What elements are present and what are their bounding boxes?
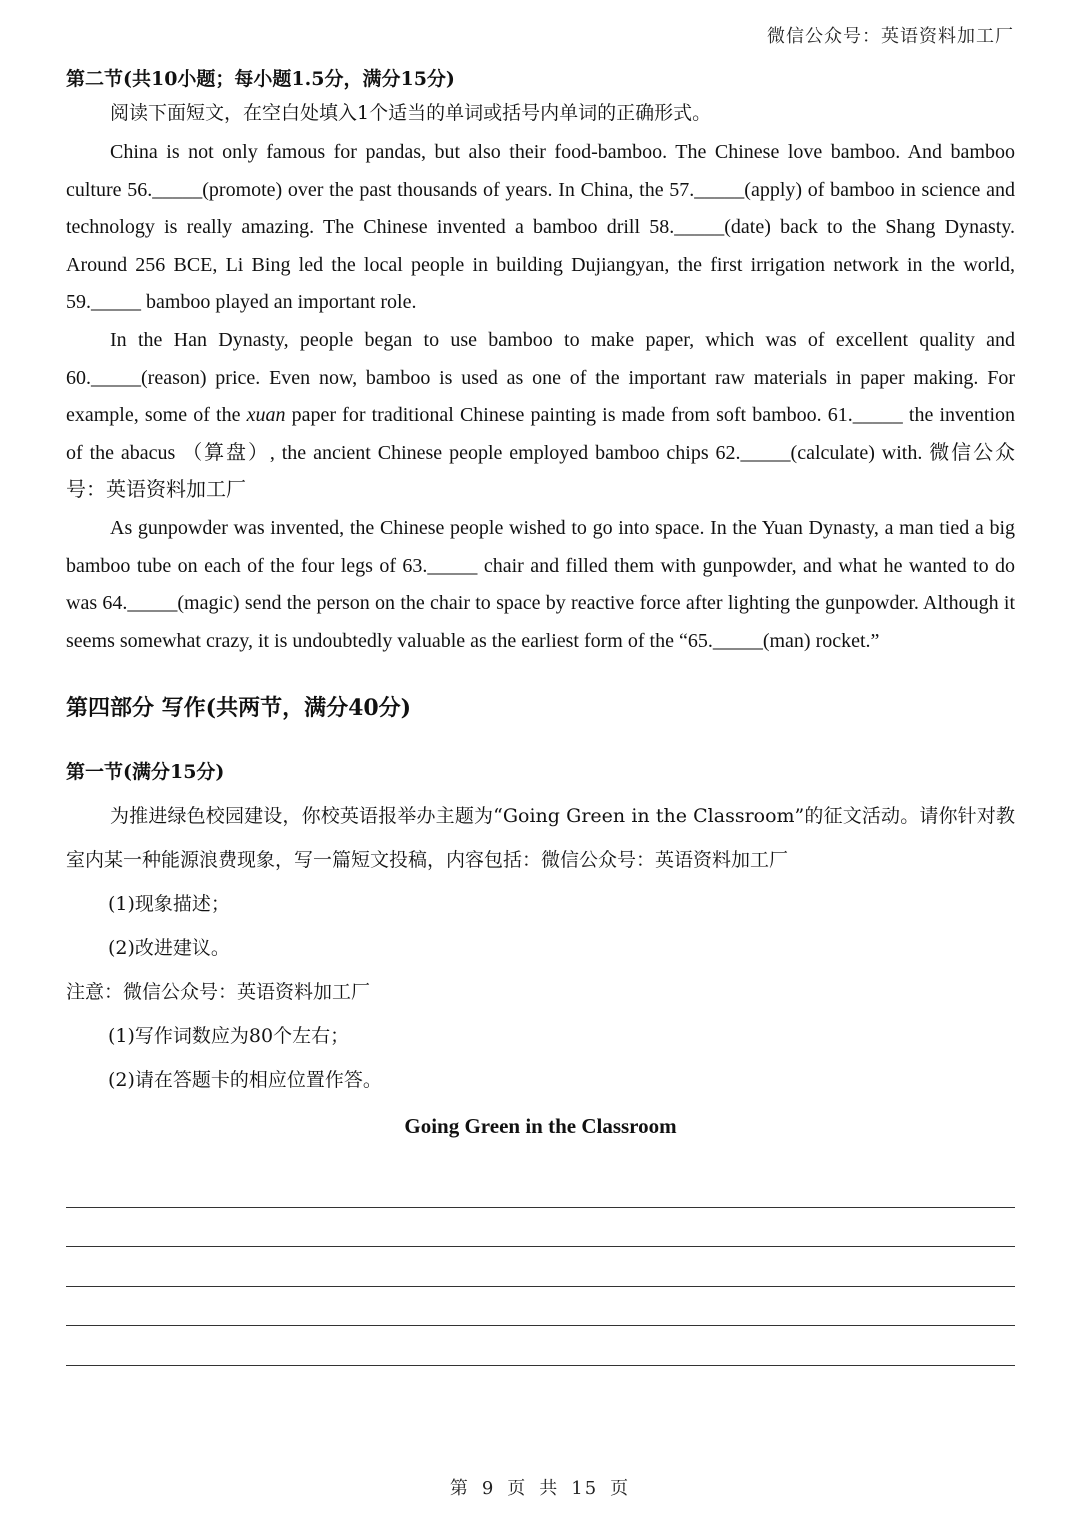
passage-paragraph-3: As gunpowder was invented, the Chinese people wished to go into space. In the Yuan Dynasty, a man tied a big bamboo tube on each of the four legs of 63._____ chair and filled them with gunpowder, and what he wanted to do was 64._____(magic) send the person on the chair to space by reactive force after lighting the gunpowder. Although it seems somewhat crazy, it is undoubtedly valuable as the earliest form of the “65._____(man) rocket.” [66,516,1015,652]
writing-line[interactable] [66,1287,1015,1327]
footer-label-di: 第 [449,1478,470,1499]
note-label: 注意：微信公众号：英语资料加工厂 [66,981,371,1004]
passage-paragraph-2 [66,322,1015,510]
essay-title: Going Green in the Classroom [404,1114,677,1139]
footer-page-number: 9 [481,1478,496,1499]
part-4-section-1-title: 第一节(满分15分) [66,761,225,784]
writing-line[interactable] [66,1326,1015,1366]
header-watermark: 微信公众号：英语资料加工厂 [767,26,1014,47]
footer-label-ye-2: 页 [610,1478,631,1499]
writing-prompt: 为推进绿色校园建设，你校英语报举办主题为“Going Green in the Classroom”的征文活动。请你针对教室内某一种能源浪费现象，写一篇短文投稿，内容包括：微信公众号：英语资料加工厂 [66,805,1015,872]
prompt-point-1: (1)现象描述； [108,893,230,916]
section-2-instruction: 阅读下面短文，在空白处填入1个适当的单词或括号内单词的正确形式。 [110,102,712,124]
section-2-title: 第二节(共10小题；每小题1.5分，满分15分) [66,68,455,90]
italic-xuan: xuan [246,404,286,427]
passage-paragraph-2-text: In the Han Dynasty, people began to use bamboo to make paper, which was of excellent quality and 60._____(reason) price. Even now, bamboo is used as one of the important raw materials in paper making. For example, some of the [66,328,1015,427]
writing-line[interactable] [66,1247,1015,1287]
passage-paragraph-1: China is not only famous for pandas, but also their food-bamboo. The Chinese love bamboo. And bamboo culture 56._____(promote) over the past thousands of years. In China, the 57._____(apply) of bamboo in science and technology is really amazing. The Chinese invented a bamboo drill 58._____(date) back to the Shang Dynasty. Around 256 BCE, Li Bing led the local people in building Dujiangyan, the first irrigation network in the world, 59._____ bamboo played an important role. [66,141,1015,314]
prompt-point-2: (2)改进建议。 [108,937,230,960]
writing-lines [66,1168,1015,1366]
passage-paragraph-2-cont: paper for traditional Chinese painting is made from soft bamboo. 61._____ the invention of the abacus （算盘）, the ancient Chinese people employed bamboo chips 62._____(calculate) with. 微信公众号：英语资料加工厂 [66,404,1016,502]
writing-line[interactable] [66,1208,1015,1248]
writing-line[interactable] [66,1168,1015,1208]
footer-label-ye: 页 [507,1478,528,1499]
page-footer [0,1474,1080,1500]
part-4-title: 第四部分 写作(共两节，满分40分) [66,695,412,722]
page-content [66,62,1015,1366]
note-1: (1)写作词数应为80个左右； [108,1025,350,1048]
note-2: (2)请在答题卡的相应位置作答。 [108,1069,382,1092]
footer-total-pages: 15 [571,1478,599,1499]
footer-label-gong: 共 [539,1478,560,1499]
